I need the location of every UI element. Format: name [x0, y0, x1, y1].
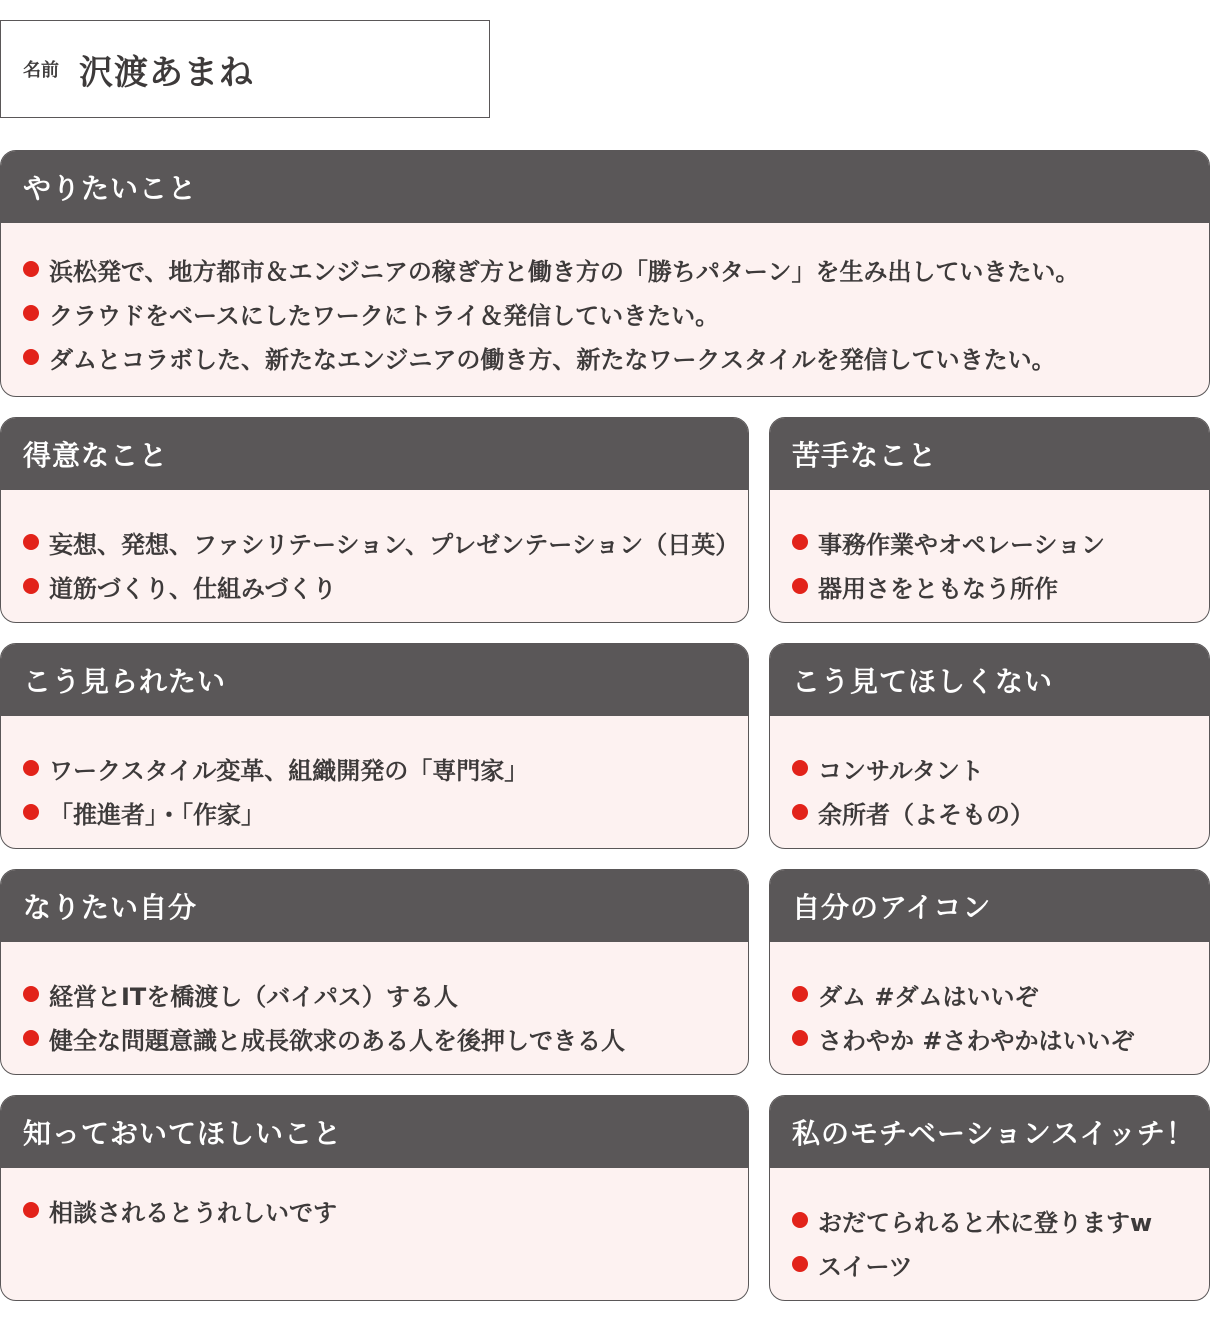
card-shitte-oitehoshii [0, 1095, 749, 1301]
card-body [770, 716, 1209, 834]
list-item [23, 247, 1209, 291]
list-item [792, 1198, 1209, 1242]
card-title: 知っておいてほしいこと [1, 1096, 748, 1168]
bullet-icon [792, 534, 808, 550]
card-kou-mitehoshikunai [769, 643, 1210, 849]
list-item-text: さわやか #さわやかはいいぞ [818, 1026, 1135, 1055]
card-motivation-switch [769, 1095, 1210, 1301]
bullet-icon [792, 1212, 808, 1228]
card-title: こう見てほしくない [770, 644, 1209, 716]
list-item [23, 790, 748, 834]
list-item-text: ワークスタイル変革、組織開発の「専門家」 [49, 756, 529, 785]
bullet-icon [23, 986, 39, 1002]
bullet-icon [792, 760, 808, 776]
card-body [1, 942, 748, 1060]
card-kou-miraretai [0, 643, 749, 849]
list-item-text: 事務作業やオペレーション [818, 530, 1106, 559]
bullet-icon [792, 986, 808, 1002]
card-body [770, 942, 1209, 1060]
card-title: 苦手なこと [770, 418, 1209, 490]
bullet-icon [23, 349, 39, 365]
card-title: 私のモチベーションスイッチ！ [770, 1096, 1209, 1168]
bullet-icon [23, 760, 39, 776]
list-item [23, 1016, 748, 1060]
list-item-text: 相談されるとうれしいです [49, 1198, 337, 1227]
list-item-text: スイーツ [818, 1252, 913, 1281]
card-tokui-na-koto [0, 417, 749, 623]
card-body [770, 1168, 1209, 1286]
bullet-icon [23, 1202, 39, 1218]
list-item-text: 妄想、発想、ファシリテーション、プレゼンテーション（日英） [49, 530, 740, 559]
bullet-icon [23, 534, 39, 550]
list-item-text: ダム #ダムはいいぞ [818, 982, 1039, 1011]
bullet-icon [23, 1030, 39, 1046]
list-item [23, 746, 748, 790]
list-item-text: 浜松発で、地方都市＆エンジニアの稼ぎ方と働き方の「勝ちパターン」を生み出していきたい。 [49, 257, 1080, 286]
list-item-text: コンサルタント [818, 756, 984, 785]
list-item [792, 746, 1209, 790]
list-item [23, 291, 1209, 335]
name-value: 沢渡あまね [79, 52, 254, 93]
list-item-text: 経営とITを橋渡し（バイパス）する人 [49, 982, 458, 1011]
bullet-icon [792, 804, 808, 820]
card-title: 得意なこと [1, 418, 748, 490]
card-jibun-no-icon [769, 869, 1210, 1075]
card-body [1, 490, 748, 608]
card-body [770, 490, 1209, 608]
bullet-icon [792, 578, 808, 594]
list-item [792, 564, 1209, 608]
list-item [23, 1188, 748, 1232]
list-item [23, 564, 748, 608]
card-title: 自分のアイコン [770, 870, 1209, 942]
card-body [1, 223, 1209, 379]
list-item [792, 520, 1209, 564]
list-item [792, 790, 1209, 834]
bullet-icon [23, 578, 39, 594]
card-yaritai-koto [0, 150, 1210, 397]
name-label: 名前 [23, 60, 59, 81]
list-item-text: 健全な問題意識と成長欲求のある人を後押しできる人 [49, 1026, 625, 1055]
list-item-text: 余所者（よそもの） [818, 800, 1034, 829]
list-item-text: おだてられると木に登りますw [818, 1208, 1153, 1237]
list-item [23, 972, 748, 1016]
bullet-icon [23, 305, 39, 321]
list-item-text: 道筋づくり、仕組みづくり [49, 574, 337, 603]
card-title: やりたいこと [1, 151, 1209, 223]
bullet-icon [792, 1256, 808, 1272]
bullet-icon [23, 261, 39, 277]
list-item [23, 335, 1209, 379]
list-item-text: クラウドをベースにしたワークにトライ＆発信していきたい。 [49, 301, 720, 330]
list-item-text: 器用さをともなう所作 [818, 574, 1058, 603]
card-naritai-jibun [0, 869, 749, 1075]
card-title: なりたい自分 [1, 870, 748, 942]
list-item [792, 1242, 1209, 1286]
list-item [792, 972, 1209, 1016]
list-item-text: 「推進者」・「作家」 [49, 800, 265, 829]
card-body [1, 1168, 748, 1232]
card-body [1, 716, 748, 834]
bullet-icon [23, 804, 39, 820]
card-title: こう見られたい [1, 644, 748, 716]
list-item [23, 520, 748, 564]
bullet-icon [792, 1030, 808, 1046]
list-item-text: ダムとコラボした、新たなエンジニアの働き方、新たなワークスタイルを発信していきたい。 [49, 345, 1056, 374]
name-box [0, 20, 490, 118]
card-nigate-na-koto [769, 417, 1210, 623]
list-item [792, 1016, 1209, 1060]
